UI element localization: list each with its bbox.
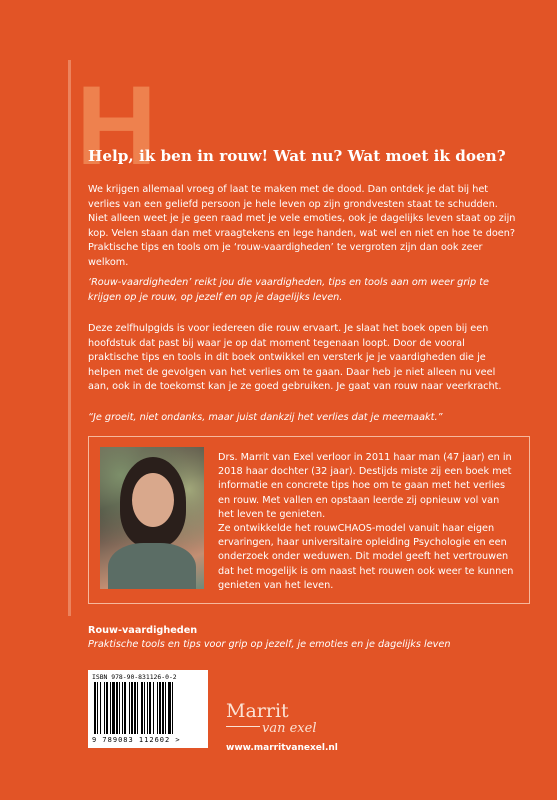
logo-underline — [226, 726, 260, 727]
isbn-label: ISBN 978-90-831126-0-2 — [92, 673, 177, 681]
barcode-icon — [94, 682, 202, 734]
author-bio — [218, 451, 518, 593]
audience-paragraph: Deze zelfhulpgids is voor iedereen die rouw ervaart. Je slaat het boek open bij een hoofdstuk dat past bij waar je op dat moment tegenaan loopt. Door de vooral praktische tips en tools in dit boek ontwikkel en versterk je je vaardigheden die je helpen met de gevolgen van het verlies om te gaan. Daar heb je niet alleen nu veel aan, ook in de toekomst kan je ze goed gebruiken. Je gaat van rouw naar veerkracht. — [88, 323, 502, 393]
tagline-paragraph: ‘Rouw-vaardigheden’ reikt jou die vaardigheden, tips en tools aan om weer grip te krijgen op je rouw, op jezelf en op je dagelijks leven. — [88, 277, 489, 303]
book-title: Rouw-vaardigheden — [88, 625, 198, 636]
decorative-vertical-bar — [68, 60, 71, 616]
barcode-digits: 9 789083 112602 > — [92, 736, 181, 744]
intro-paragraph: We krijgen allemaal vroeg of laat te maken met de dood. Dan ontdek je dat bij het verlies van een geliefd persoon je hele leven op zijn grondvesten staat te schudden. Niet alleen weet je je geen raad met je vele emoties, ook je dagelijks leven staat op zijn kop. Velen staan dan met vraagtekens en lege handen, wat wel en niet en hoe te doen? Praktische tips en tools om je ‘rouw-vaardigheden’ te vergroten zijn dan ook zeer welkom. — [88, 184, 516, 268]
book-subtitle: Praktische tools en tips voor grip op jezelf, je emoties en je dagelijks leven — [88, 639, 451, 650]
decorative-initial: H — [76, 63, 157, 188]
author-photo — [100, 447, 204, 589]
barcode-block — [88, 670, 208, 748]
author-bio-part-2: Ze ontwikkelde het rouwCHAOS-model vanuit haar eigen ervaringen, haar universitaire opleiding Psychologie en een onderzoek onder weduwen. Dit model geeft het vertrouwen dat het mogelijk is om naast het rouwen ook weer te kunnen genieten van het leven. — [218, 523, 514, 591]
website-link[interactable]: www.marritvanexel.nl — [226, 743, 338, 753]
author-bio-part-1: Drs. Marrit van Exel verloor in 2011 haar man (47 jaar) en in 2018 haar dochter (32 jaar). Destijds miste zij een boek met informatie en concrete tips hoe om te gaan met het verlies en rouw. Met vallen en opstaan leerde zij opnieuw vol van het leven te genieten. — [218, 452, 512, 520]
publisher-logo-name: Marrit — [226, 700, 289, 722]
cover-headline: Help, ik ben in rouw! Wat nu? Wat moet ik doen? — [88, 147, 506, 165]
quote-paragraph: “Je groeit, niet ondanks, maar juist dankzij het verlies dat je meemaakt.” — [88, 412, 443, 423]
publisher-logo-surname: van exel — [262, 721, 317, 736]
